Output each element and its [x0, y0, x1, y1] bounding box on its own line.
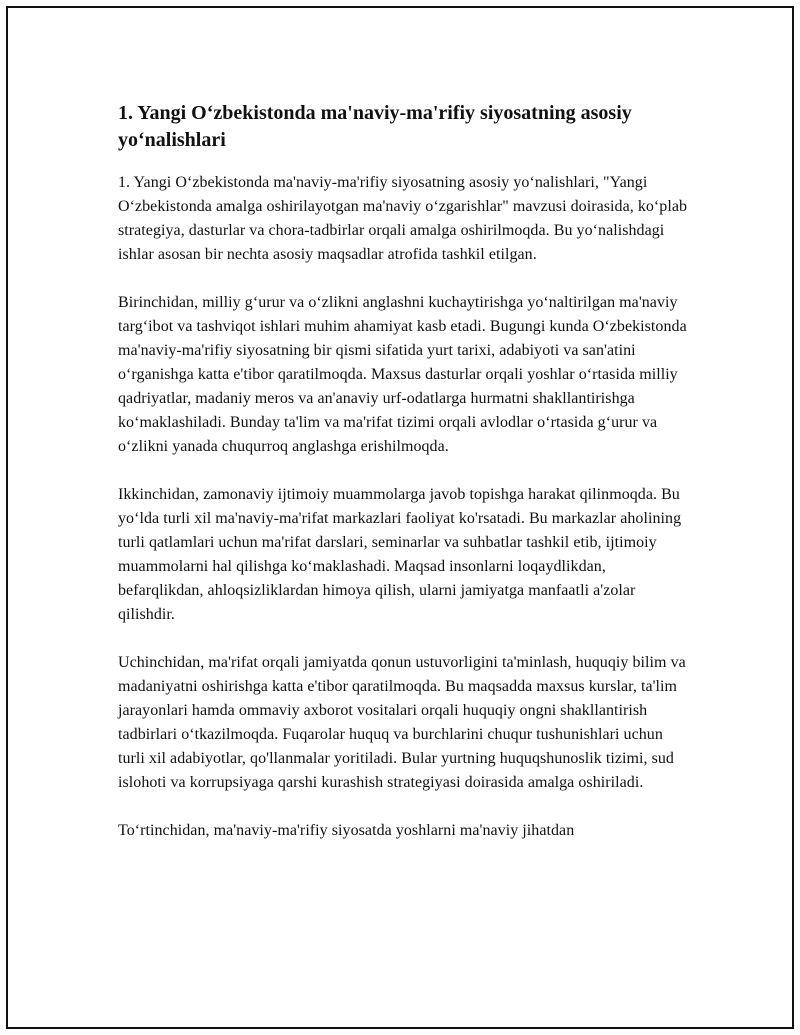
paragraph-first: Birinchidan, milliy g‘urur va o‘zlikni anglashni kuchaytirishga yo‘naltirilgan ma'naviy targ‘ibot va tashviqot ishlari muhim ahamiyat kasb etadi. Bugungi kunda O‘zbekistonda ma'naviy-ma'rifiy siyosatning bir qismi sifatida yurt tarixi, adabiyoti va san'atini o‘rganishga katta e'tibor qaratilmoqda. Maxsus dasturlar orqali yoshlar o‘rtasida milliy qadriyatlar, madaniy meros va an'anaviy urf-odatlarga hurmatni shakllantirishga ko‘maklashiladi. Bunday ta'lim va ma'rifat tizimi orqali avlodlar o‘rtasida g‘urur va o‘zlikni yanada chuqurroq anglashga erishilmoqda.: [118, 294, 687, 455]
document-title: 1. Yangi O‘zbekistonda ma'naviy-ma'rifiy siyosatning asosiy yo‘nalishlari: [118, 102, 632, 151]
paragraph-third: Uchinchidan, ma'rifat orqali jamiyatda qonun ustuvorligini ta'minlash, huquqiy bilim va madaniyatni oshirishga katta e'tibor qaratilmoqda. Bu maqsadda maxsus kurslar, ta'lim jarayonlari hamda ommaviy axborot vositalari orqali huquqiy ongni shakllantirish tadbirlari o‘tkazilmoqda. Fuqarolar huquq va burchlarini chuqur tushunishlari uchun turli xil adabiyotlar, qo'llanmalar yoritiladi. Bular yurtning huquqshunoslik tizimi, sud islohoti va korrupsiyaga qarshi kurashish strategiyasi doirasida amalga oshiriladi.: [118, 654, 686, 791]
paragraph-fourth: To‘rtinchidan, ma'naviy-ma'rifiy siyosatda yoshlarni ma'naviy jihatdan: [118, 822, 575, 839]
paragraph-intro: 1. Yangi O‘zbekistonda ma'naviy-ma'rifiy siyosatning asosiy yo‘nalishlari, "Yangi O‘zbekistonda amalga oshirilayotgan ma'naviy o‘zgarishlar" mavzusi doirasida, ko‘plab strategiya, dasturlar va chora-tadbirlar orqali amalga oshirilmoqda. Bu yo‘nalishdagi ishlar asosan bir nechta asosiy maqsadlar atrofida tashkil etilgan.: [118, 174, 688, 263]
document-content: [118, 100, 693, 843]
document-page: [6, 6, 794, 1029]
paragraph-second: Ikkinchidan, zamonaviy ijtimoiy muammolarga javob topishga harakat qilinmoqda. Bu yo‘lda turli xil ma'naviy-ma'rifat markazlari faoliyat ko'rsatadi. Bu markazlar aholining turli qatlamlari uchun ma'rifat darslari, seminarlar va suhbatlar tashkil etib, ijtimoiy muammolarni hal qilishga ko‘maklashadi. Maqsad insonlarni loqaydlikdan, befarqlikdan, ahloqsizliklardan himoya qilish, ularni jamiyatga manfaatli a'zolar qilishdir.: [118, 486, 682, 623]
